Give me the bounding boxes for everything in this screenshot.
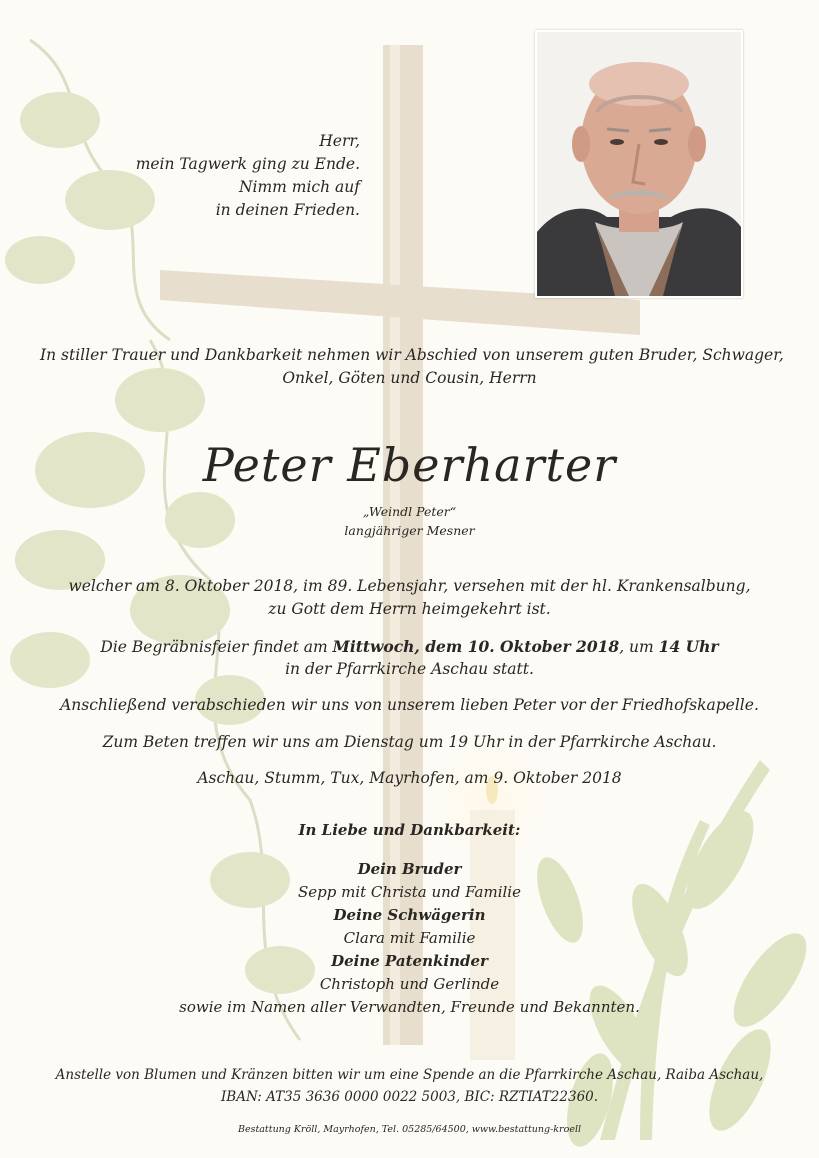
deceased-nickname: „Weindl Peter“	[362, 504, 457, 519]
mourner-group-title: Dein Bruder	[357, 860, 462, 878]
verse-line: Nimm mich auf	[238, 178, 360, 196]
mourner-group-names: Clara mit Familie	[343, 929, 476, 947]
deceased-role: langjähriger Mesner	[344, 523, 475, 538]
mourners-closing: sowie im Namen aller Verwandten, Freunde und Bekannten.	[179, 998, 640, 1016]
deceased-name: Peter Eberharter	[202, 438, 617, 492]
undertaker-info: Bestattung Kröll, Mayrhofen, Tel. 05285/64500, www.bestattung-kroell	[237, 1124, 582, 1135]
mourner-group-names: Christoph und Gerlinde	[319, 975, 500, 993]
death-notice-line: welcher am 8. Oktober 2018, im 89. Lebensjahr, versehen mit der hl. Krankensalbung,	[68, 577, 751, 595]
funeral-mid: , um	[619, 638, 659, 656]
mourner-group-title: Deine Schwägerin	[333, 906, 486, 924]
intro-line: Onkel, Göten und Cousin, Herrn	[282, 369, 537, 387]
verse-line: mein Tagwerk ging zu Ende.	[135, 155, 360, 173]
donation-line: Anstelle von Blumen und Kränzen bitten wir um eine Spende an die Pfarrkirche Aschau, Raiba Aschau,	[55, 1067, 764, 1083]
place-date: Aschau, Stumm, Tux, Mayrhofen, am 9. Oktober 2018	[197, 769, 622, 787]
portrait-photo	[535, 30, 743, 298]
funeral-time: 14 Uhr	[658, 637, 719, 656]
verse-line: Herr,	[319, 132, 360, 150]
mourner-group-title: Deine Patenkinder	[331, 952, 488, 970]
funeral-date: Mittwoch, dem 10. Oktober 2018	[332, 637, 620, 656]
funeral-location: in der Pfarrkirche Aschau statt.	[285, 660, 534, 678]
death-notice-line: zu Gott dem Herrn heimgekehrt ist.	[268, 600, 551, 618]
mourners-heading: In Liebe und Dankbarkeit:	[298, 821, 521, 839]
farewell-line: Anschließend verabschieden wir uns von unserem lieben Peter vor der Friedhofskapelle.	[60, 696, 759, 714]
portrait-icon	[537, 32, 741, 296]
opening-verse	[120, 130, 360, 222]
intro-line: In stiller Trauer und Dankbarkeit nehmen wir Abschied von unserem guten Bruder, Schwager,	[40, 346, 784, 364]
verse-line: in deinen Frieden.	[215, 201, 360, 219]
donation-bank: IBAN: AT35 3636 0000 0022 5003, BIC: RZTIAT22360.	[220, 1089, 599, 1105]
funeral-line	[40, 635, 779, 659]
prayer-line: Zum Beten treffen wir uns am Dienstag um 19 Uhr in der Pfarrkirche Aschau.	[102, 733, 717, 751]
mourner-group-names: Sepp mit Christa und Familie	[297, 883, 521, 901]
funeral-prefix: Die Begräbnisfeier findet am	[100, 638, 333, 656]
